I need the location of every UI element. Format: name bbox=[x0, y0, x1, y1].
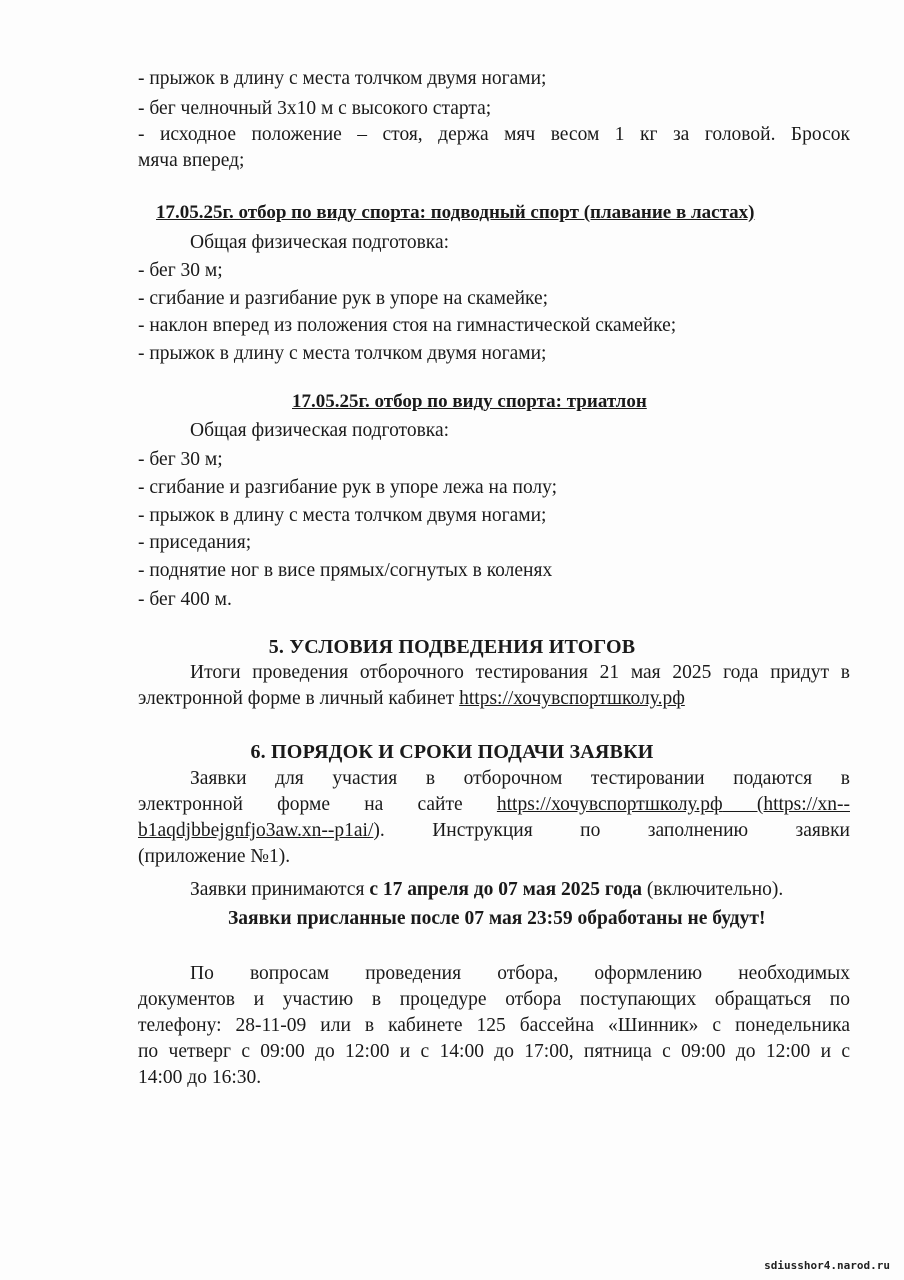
paragraph-line: телефону: 28-11-09 или в кабинете 125 бассейна «Шинник» с понедельника bbox=[138, 1015, 850, 1036]
list-item: - бег 30 м; bbox=[138, 449, 223, 470]
text-fragment: Заявки принимаются bbox=[190, 879, 370, 900]
list-item: - поднятие ног в висе прямых/согнутых в коленях bbox=[138, 560, 553, 581]
paragraph-line: Заявки для участия в отборочном тестировании подаются в bbox=[190, 768, 850, 789]
paragraph-line: по четверг с 09:00 до 12:00 и с 14:00 до 17:00, пятница с 09:00 до 12:00 и с bbox=[138, 1041, 850, 1062]
site-link[interactable]: https://хочувспортшколу.рф bbox=[496, 794, 723, 815]
site-link[interactable]: https://хочувспортшколу.рф bbox=[459, 688, 685, 709]
paragraph-line: документов и участию в процедуре отбора поступающих обращаться по bbox=[138, 989, 850, 1010]
list-item: - сгибание и разгибание рук в упоре на скамейке; bbox=[138, 288, 549, 309]
list-item: - бег 30 м; bbox=[138, 260, 223, 281]
text-fragment: (включительно). bbox=[642, 879, 784, 900]
paragraph-line: 14:00 до 16:30. bbox=[138, 1067, 262, 1088]
list-item: - прыжок в длину с места толчком двумя ногами; bbox=[138, 68, 547, 89]
list-item: - наклон вперед из положения стоя на гимнастической скамейке; bbox=[138, 315, 677, 336]
text-fragment: электронной форме в личный кабинет bbox=[138, 688, 460, 709]
application-dates bbox=[190, 877, 783, 903]
punycode-link[interactable]: b1aqdjbbejgnfjo3aw.xn--p1ai/ bbox=[138, 820, 374, 841]
section-heading-triathlon: 17.05.25г. отбор по виду спорта: триатлон bbox=[292, 391, 647, 412]
paragraph-results bbox=[138, 660, 850, 712]
list-item: - сгибание и разгибание рук в упоре лежа на полу; bbox=[138, 477, 558, 498]
list-item: - прыжок в длину с места толчком двумя ногами; bbox=[138, 505, 547, 526]
paragraph-line bbox=[138, 792, 850, 818]
text-fragment: электронной форме на сайте bbox=[138, 794, 497, 815]
list-item: - бег челночный 3х10 м с высокого старта; bbox=[138, 98, 492, 119]
deadline-warning: Заявки присланные после 07 мая 23:59 обработаны не будут! bbox=[228, 908, 766, 929]
list-item: - бег 400 м. bbox=[138, 589, 232, 610]
intro-text: Общая физическая подготовка: bbox=[190, 420, 450, 441]
text-fragment: ). Инструкция по заполнению заявки bbox=[373, 820, 850, 841]
paragraph-throw bbox=[138, 122, 850, 174]
list-item: - прыжок в длину с места толчком двумя ногами; bbox=[138, 343, 547, 364]
section-heading-underwater: 17.05.25г. отбор по виду спорта: подводный спорт (плавание в ластах) bbox=[156, 202, 755, 223]
paragraph-line: - исходное положение – стоя, держа мяч весом 1 кг за головой. Бросок bbox=[138, 124, 850, 145]
paragraph-line: мяча вперед; bbox=[138, 150, 245, 171]
paragraph-application bbox=[138, 766, 850, 870]
dates-bold: с 17 апреля до 07 мая 2025 года bbox=[369, 879, 643, 900]
paragraph-line bbox=[138, 818, 850, 844]
punycode-link-start[interactable]: (https://xn-- bbox=[722, 794, 850, 815]
paragraph-line bbox=[138, 686, 850, 712]
paragraph-contacts bbox=[138, 961, 850, 1091]
list-item: - приседания; bbox=[138, 532, 252, 553]
section-title-5: 5. УСЛОВИЯ ПОДВЕДЕНИЯ ИТОГОВ bbox=[268, 636, 636, 658]
paragraph-line: (приложение №1). bbox=[138, 846, 291, 867]
paragraph-line: Итоги проведения отборочного тестирования 21 мая 2025 года придут в bbox=[190, 662, 850, 683]
intro-text: Общая физическая подготовка: bbox=[190, 232, 450, 253]
paragraph-line: По вопросам проведения отбора, оформлению необходимых bbox=[190, 963, 850, 984]
section-title-6: 6. ПОРЯДОК И СРОКИ ПОДАЧИ ЗАЯВКИ bbox=[250, 741, 654, 763]
footer-watermark: sdiusshor4.narod.ru bbox=[764, 1259, 890, 1272]
